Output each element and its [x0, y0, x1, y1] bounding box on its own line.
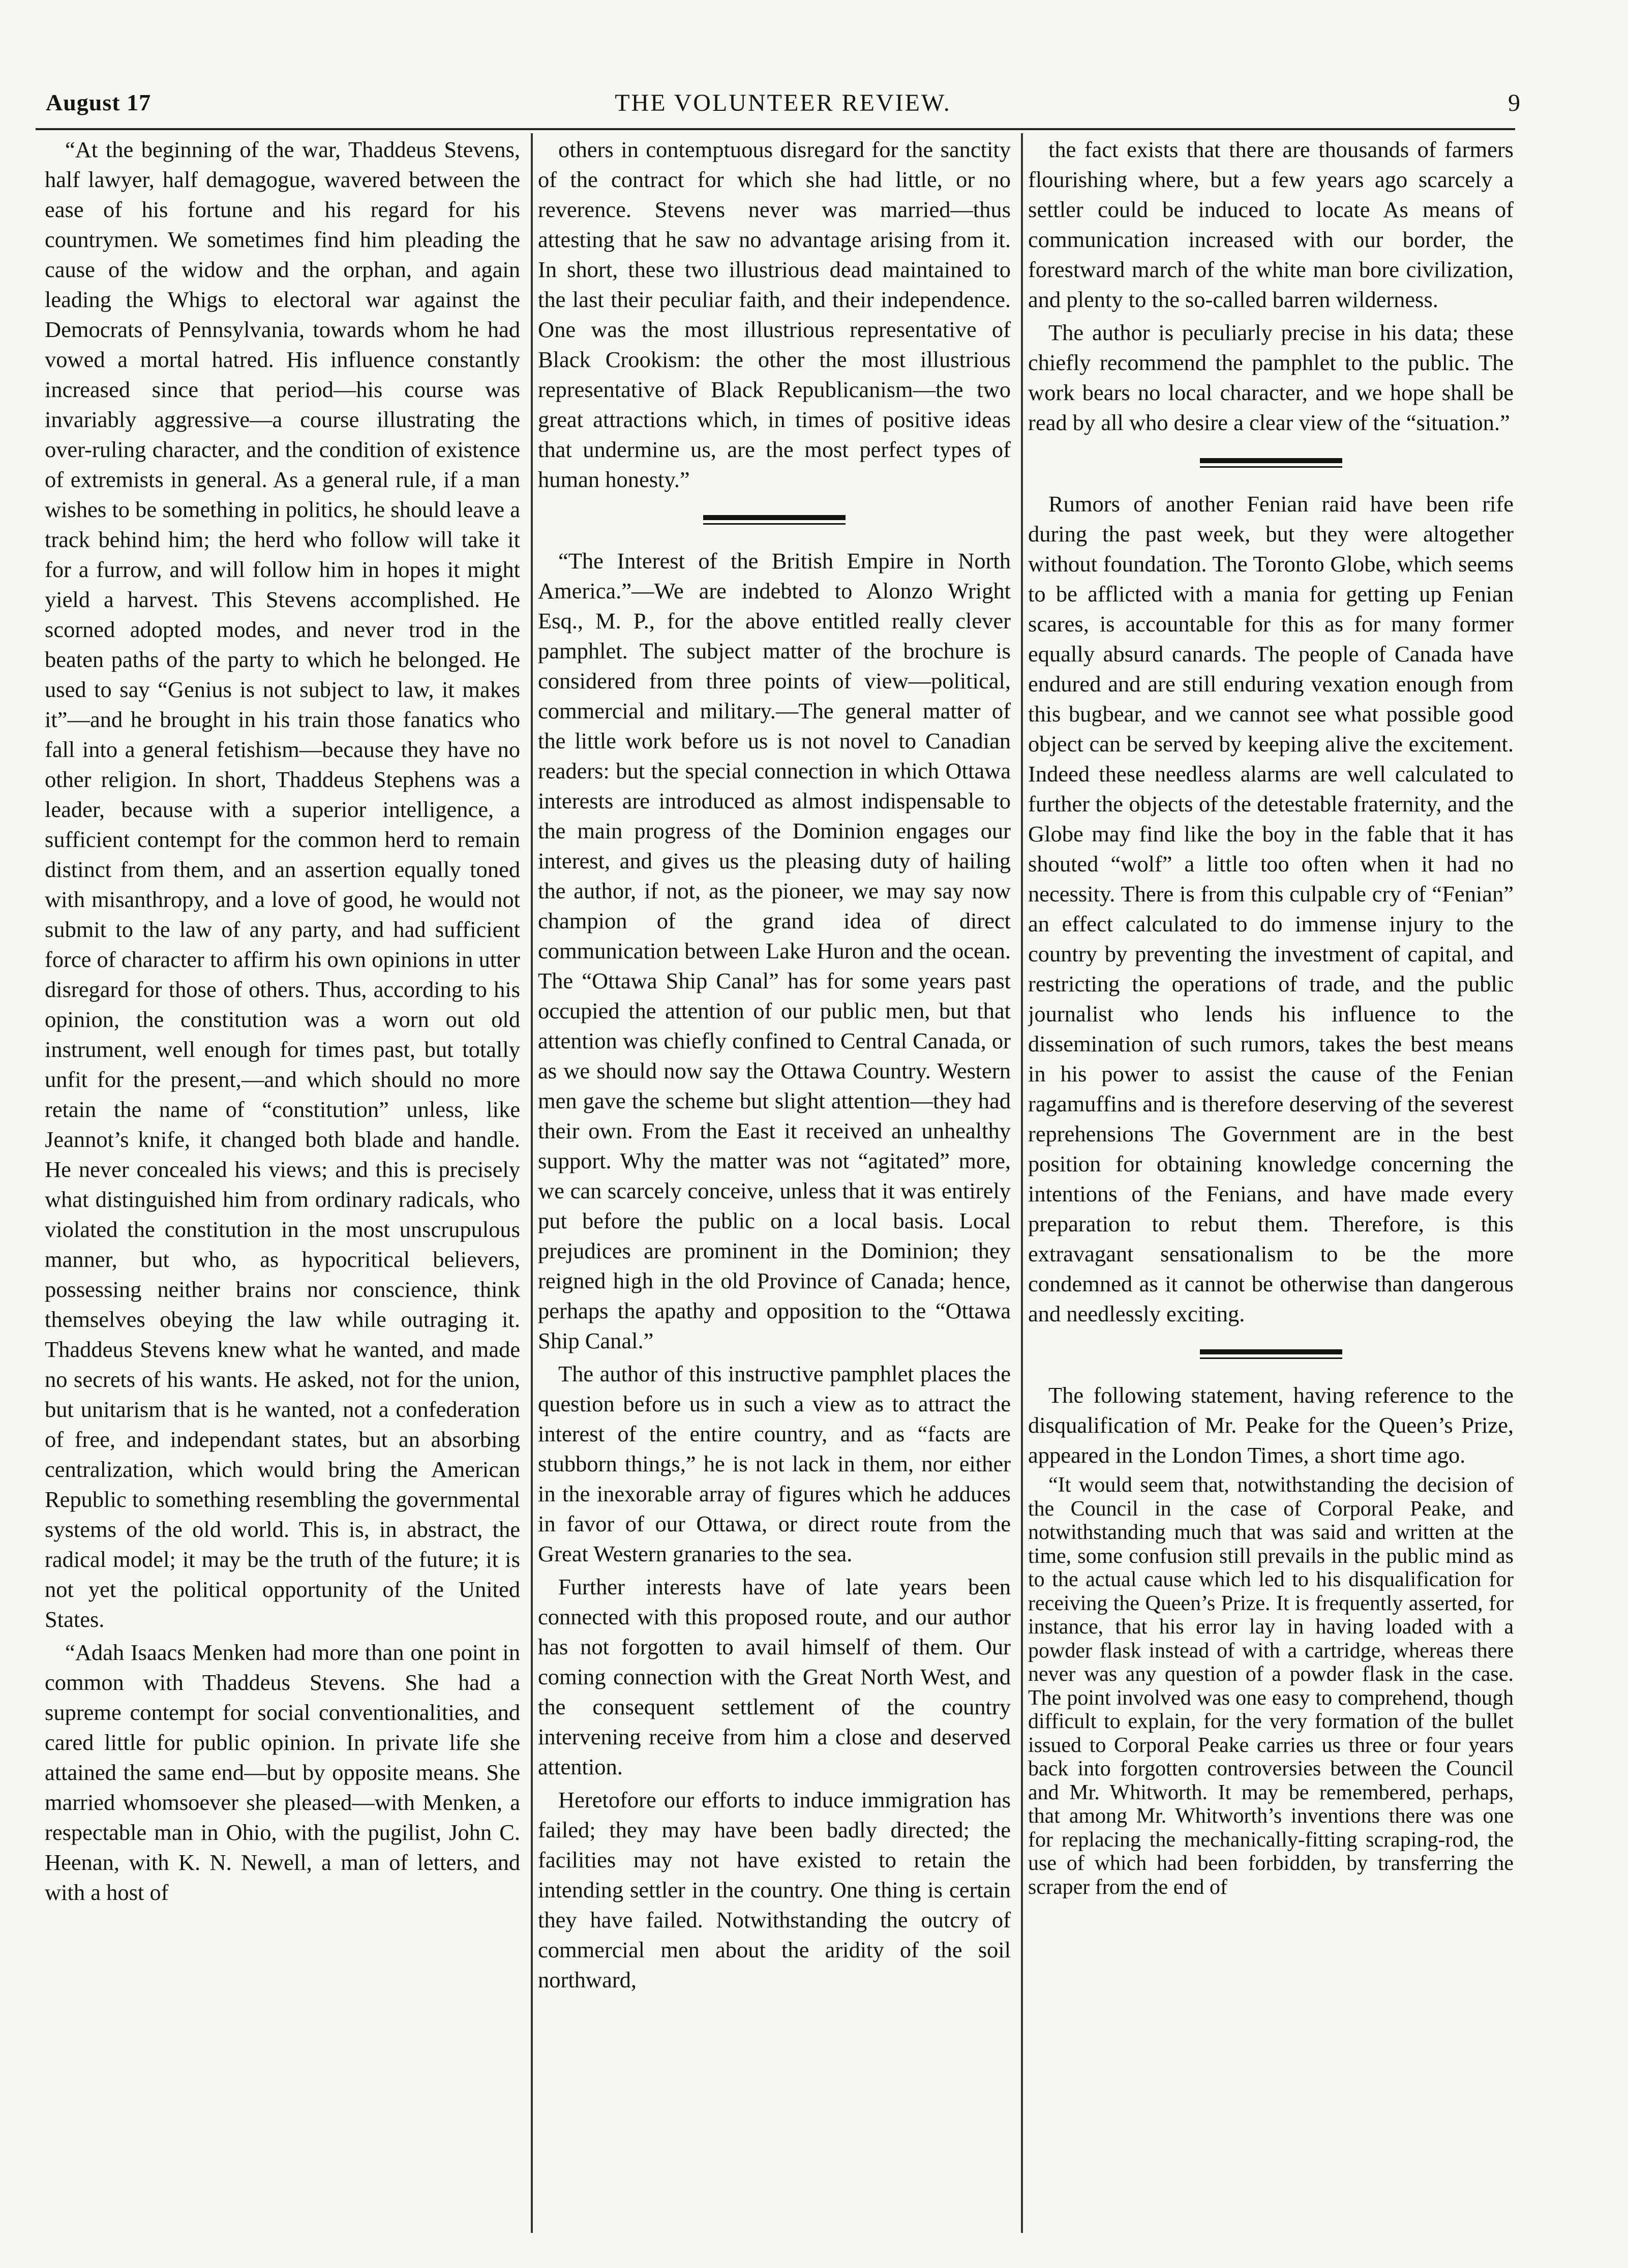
page-number: 9	[1508, 89, 1520, 116]
section-separator	[703, 515, 846, 525]
article-paragraph: Heretofore our efforts to induce immigration has failed; they may have been badly directed; the facilities may not have existed to retain the intending settler in the country. One thing is certain they have failed. Notwithstanding the outcry of commercial men about the aridity of the soil northward,	[538, 1787, 1011, 1992]
publication-title: THE VOLUNTEER REVIEW.	[615, 89, 951, 116]
page-header	[46, 89, 1520, 130]
column-3	[1028, 135, 1514, 2232]
column-divider	[531, 133, 533, 2233]
column-divider	[1021, 133, 1023, 2233]
article-paragraph: “Adah Isaacs Menken had more than one point in common with Thaddeus Stevens. She had a supreme contempt for social conventionalities, and cared little for public opinion. In private life she attained the same end—but by opposite means. She married whomsoever she pleased—with Menken, a respectable man in Ohio, with the pugilist, John C. Heenan, with K. N. Newell, a man of letters, and with a host of	[45, 1640, 520, 1905]
header-rule	[36, 128, 1515, 130]
section-separator	[1200, 1349, 1342, 1359]
article-paragraph: “The Interest of the British Empire in North America.”—We are indebted to Alonzo Wright Esq., M. P., for the above entitled really clever pamphlet. The subject matter of the brochure is considered from three points of view—political, commercial and military.—The general matter of the little work before us is not novel to Canadian readers: but the special connection in which Ottawa interests are introduced as almost indispensable to the main progress of the Dominion engages our interest, and gives us the pleasing duty of hailing the author, if not, as the pioneer, we may say now champion of the grand idea of direct communication between Lake Huron and the ocean. The “Ottawa Ship Canal” has for some years past occupied the attention of our public men, but that attention was chiefly confined to Central Canada, or as we should now say the Ottawa Country. Western men gave the scheme but slight attention—they had their own. From the East it received an unhealthy support. Why the matter was not “agitated” more, we can scarcely conceive, unless that it was entirely put before the public on a local basis. Local prejudices are prominent in the Dominion; they reigned high in the old Province of Canada; hence, perhaps the apathy and opposition to the “Ottawa Ship Canal.”	[538, 548, 1011, 1353]
column-2	[538, 135, 1011, 2232]
article-paragraph: “At the beginning of the war, Thaddeus Stevens, half lawyer, half demagogue, wavered between the ease of his fortune and his regard for his countrymen. We sometimes find him pleading the cause of the widow and the orphan, and again leading the Whigs to electoral war against the Democrats of Pennsylvania, towards whom he had vowed a mortal hatred. His influence constantly increased since that period—his course was invariably aggressive—a course illustrating the over-ruling character, and the condition of existence of extremists in general. As a general rule, if a man wishes to be something in politics, he should leave a track behind him; the herd who follow will take it for a furrow, and will follow him in hopes it might yield a harvest. This Stevens accomplished. He scorned adopted modes, and never trod in the beaten paths of the party to which he belonged. He used to say “Genius is not subject to law, it makes it”—and he brought in his train those fanatics who fall into a general fetishism—because they have no other religion. In short, Thaddeus Stephens was a leader, because with a superior intelligence, a sufficient contempt for the common herd to remain distinct from them, and an assertion equally toned with misanthropy, and a love of good, he would not submit to the law of any party, and had sufficient force of character to affirm his own opinions in utter disregard for those of others. Thus, according to his opinion, the constitution was a worn out old instrument, well enough for times past, but totally unfit for the present,—and which should no more retain the name of “constitution” unless, like Jeannot’s knife, it changed both blade and handle. He never concealed his views; and this is precisely what distinguished him from ordinary radicals, who violated the constitution in the most unscrupulous manner, but who, as hypocritical believers, possessing neither brains nor conscience, think themselves obeying the law while outraging it. Thaddeus Stevens knew what he wanted, and made no secrets of his wants. He asked, not for the union, but unitarism that is he wanted, not a confederation of free, and independant states, but an absorbing centralization, which would bring the American Republic to something resembling the governmental systems of the old world. This is, in abstract, the radical model; it may be the truth of the future; it is not yet the political opportunity of the United States.	[45, 137, 520, 1632]
section-separator	[1200, 458, 1342, 468]
article-paragraph: The following statement, having reference to the disqualification of Mr. Peake for the Queen’s Prize, appeared in the London Times, a short time ago.	[1028, 1382, 1514, 1468]
article-paragraph: Rumors of another Fenian raid have been rife during the past week, but they were altogether without foundation. The Toronto Globe, which seems to be afflicted with a mania for getting up Fenian scares, is accountable for this as for many former equally absurd canards. The people of Canada have endured and are still enduring vexation enough from this bugbear, and we cannot see what possible good object can be served by keeping alive the excitement. Indeed these needless alarms are well calculated to further the objects of the detestable fraternity, and the Globe may find like the boy in the fable that it has shouted “wolf” a little too often when it had no necessity. There is from this culpable cry of “Fenian” an effect calculated to do immense injury to the country by preventing the investment of capital, and restricting the operations of trade, and the public journalist who lends his influence to the dissemination of such rumors, takes the best means in his power to assist the cause of the Fenian ragamuffins and is therefore deserving of the severest reprehensions The Government are in the best position for obtaining knowledge concerning the intentions of the Fenians, and have made every preparation to rebut them. Therefore, is this extravagant sensationalism to be the more condemned as it cannot be otherwise than dangerous and needlessly exciting.	[1028, 491, 1514, 1326]
article-paragraph: the fact exists that there are thousands of farmers flourishing where, but a few years ago scarcely a settler could be induced to locate As means of communication increased with our border, the forestward march of the white man bore civilization, and plenty to the so-called barren wilderness.	[1028, 137, 1514, 312]
article-paragraph: Further interests have of late years been connected with this proposed route, and our author has not forgotten to avail himself of them. Our coming connection with the Great North West, and the consequent settlement of the country intervening receive from him a close and deserved attention.	[538, 1574, 1011, 1779]
issue-date: August 17	[46, 89, 152, 115]
column-1	[45, 135, 520, 2232]
article-paragraph: others in contemptuous disregard for the sanctity of the contract for which she had little, or no reverence. Stevens never was married—thus attesting that he saw no advantage arising from it. In short, these two illustrious dead maintained to the last their peculiar faith, and their independence. One was the most illustrious representative of Black Crookism: the other the most illustrious representative of Black Republicanism—the two great attractions which, in times of positive ideas that undermine us, are the most perfect types of human honesty.”	[538, 137, 1011, 492]
article-paragraph: The author of this instructive pamphlet places the question before us in such a view as to attract the interest of the entire country, and as “facts are stubborn things,” he is not lack in them, nor either in the inexorable array of figures which he adduces in favor of our Ottawa, or direct route from the Great Western granaries to the sea.	[538, 1361, 1011, 1566]
article-paragraph: The author is peculiarly precise in his data; these chiefly recommend the pamphlet to the public. The work bears no local character, and we hope shall be read by all who desire a clear view of the “situation.”	[1028, 320, 1514, 435]
quoted-paragraph: “It would seem that, notwithstanding the decision of the Council in the case of Corporal Peake, and notwithstanding much that was said and written at the time, some confusion still prevails in the public mind as to the actual cause which led to his disqualification for receiving the Queen’s Prize. It is frequently asserted, for instance, that his error lay in having loaded with a powder flask instead of with a cartridge, whereas there never was any question of a powder flask in the case. The point involved was one easy to comprehend, though difficult to explain, for the very formation of the bullet issued to Corporal Peake carries us three or four years back into forgotten controversies between the Council and Mr. Whitworth. It may be remembered, perhaps, that among Mr. Whitworth’s inventions there was one for replacing the mechanically-fitting scraping-rod, the use of which had been forbidden, by transferring the scraper from the end of	[1028, 1473, 1514, 1899]
